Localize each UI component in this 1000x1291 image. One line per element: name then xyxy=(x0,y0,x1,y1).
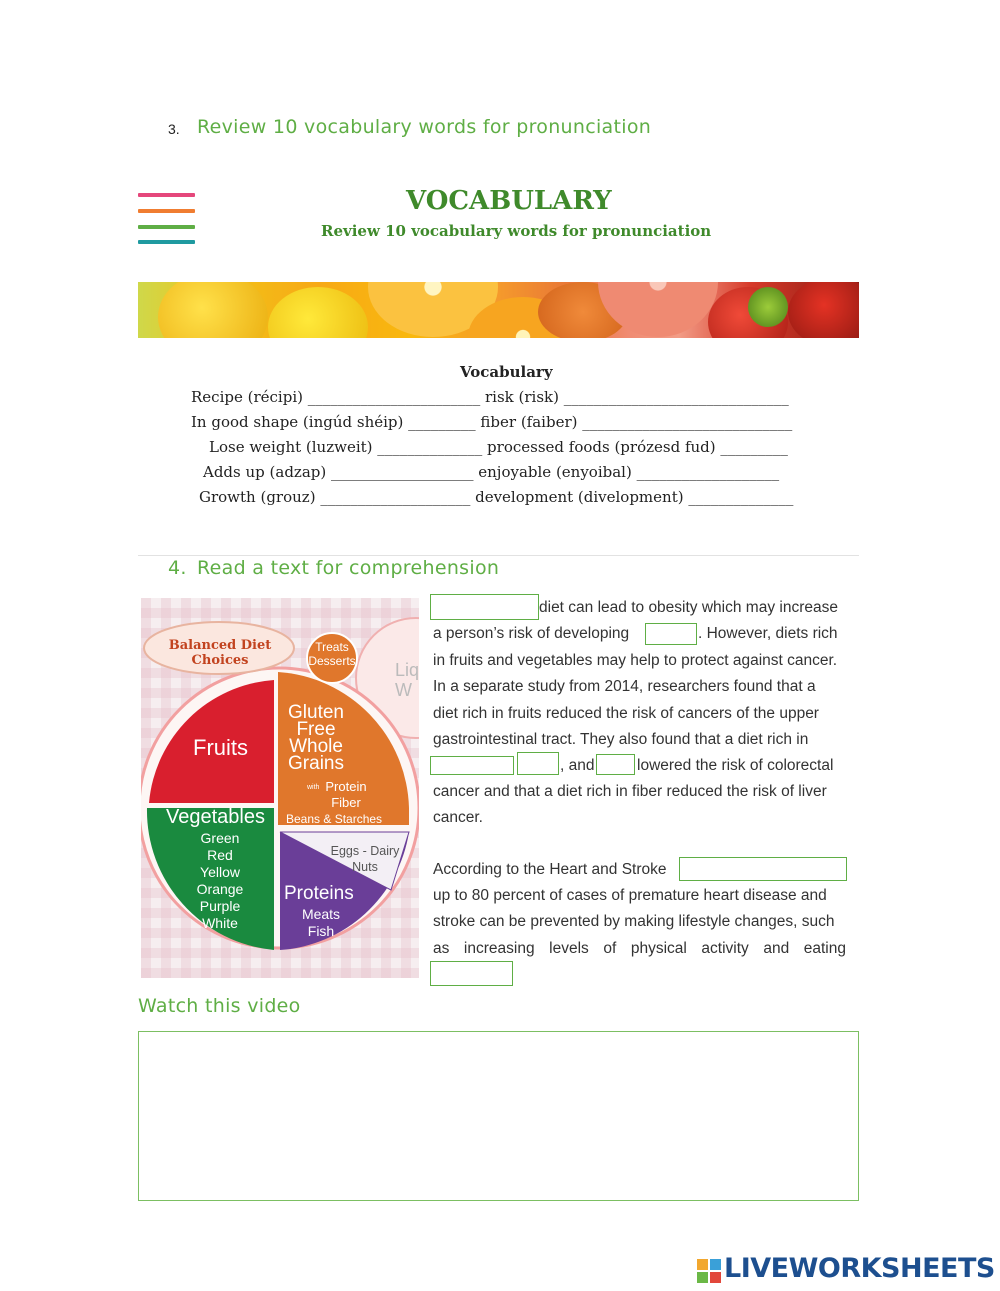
answer-box-4[interactable] xyxy=(517,752,559,775)
answer-box-7[interactable] xyxy=(430,961,513,986)
fruits-label: Fruits xyxy=(193,735,248,760)
text-line: diet can lead to obesity which may increase xyxy=(539,599,838,616)
text-line: lowered the risk of colorectal xyxy=(637,757,834,774)
text-line: In a separate study from 2014, researchers found that a xyxy=(433,678,816,695)
answer-box-1[interactable] xyxy=(430,594,539,620)
text-line: cancer and that a diet rich in fiber reduced the risk of liver xyxy=(433,783,827,800)
text-line: cancer. xyxy=(433,809,483,826)
text-line: , and xyxy=(560,757,595,774)
video-embed[interactable] xyxy=(138,1031,859,1201)
vegetables-label: Vegetables xyxy=(166,806,265,828)
vocabulary-subtitle: Review 10 vocabulary words for pronunciation xyxy=(321,222,712,240)
bar-orange xyxy=(138,209,195,213)
logo-text: LIVEWORKSHEETS xyxy=(724,1253,995,1284)
text-line: diet rich in fruits reduced the risk of cancers of the upper xyxy=(433,705,819,722)
bar-teal xyxy=(138,240,195,244)
bar-green xyxy=(138,225,195,229)
eggs-dairy-label: Eggs - Dairy Nuts xyxy=(330,844,400,874)
balanced-diet-plate-image xyxy=(141,598,419,978)
text-line: . However, diets rich xyxy=(698,625,838,642)
text-line: gastrointestinal tract. They also found that a diet rich in xyxy=(433,731,809,748)
vocabulary-line: Growth (grouz) ____________________ development (divelopment) ______________ xyxy=(199,488,794,506)
grains-footer-label: Beans & Starches xyxy=(286,812,383,826)
text-line: up to 80 percent of cases of premature heart disease and xyxy=(433,887,827,904)
grains-items-label: Protein Fiber xyxy=(325,779,367,810)
section-number: 3. xyxy=(168,121,180,137)
text-line: stroke can be prevented by making lifestyle changes, such xyxy=(433,913,835,930)
grains-with-label: with xyxy=(307,784,320,791)
answer-box-3[interactable] xyxy=(430,756,514,775)
vocabulary-line: In good shape (ingúd shéip) _________ fiber (faiber) ____________________________ xyxy=(191,413,793,431)
proteins-label: Proteins xyxy=(284,883,354,904)
liquids-label: Liq W xyxy=(395,660,419,700)
text-line: a person’s risk of developing xyxy=(433,625,630,642)
section-divider xyxy=(138,555,859,556)
text-line: as increasing levels of physical activity and eating xyxy=(433,940,846,957)
grains-label: Gluten Free Whole Grains xyxy=(288,702,344,774)
vocabulary-title: VOCABULARY xyxy=(406,186,612,216)
video-heading: Watch this video xyxy=(138,995,301,1017)
section-number: 4. xyxy=(168,557,187,579)
proteins-items-label: Meats Fish xyxy=(301,906,341,939)
section-title: Read a text for comprehension xyxy=(197,557,500,579)
fruit-banner-image xyxy=(138,282,859,338)
text-line: in fruits and vegetables may help to protect against cancer. xyxy=(433,652,838,669)
vocabulary-list-heading: Vocabulary xyxy=(460,363,553,381)
answer-box-5[interactable] xyxy=(596,754,635,775)
answer-box-6[interactable] xyxy=(679,857,847,881)
green-stem xyxy=(748,287,788,327)
vocabulary-line: Adds up (adzap) ___________________ enjoyable (enyoibal) ___________________ xyxy=(203,463,780,481)
vocabulary-line: Recipe (récipi) _______________________ risk (risk) ______________________________ xyxy=(191,388,789,406)
treats-label: Treats Desserts xyxy=(308,640,356,668)
yellow-pepper xyxy=(158,282,268,338)
answer-box-2[interactable] xyxy=(645,623,697,645)
bar-pink xyxy=(138,193,195,197)
plate-title: Balanced Diet Choices xyxy=(168,638,272,668)
lemon xyxy=(268,287,368,338)
red-pepper-2 xyxy=(788,282,859,338)
section-title: Review 10 vocabulary words for pronunciation xyxy=(197,116,652,138)
vegetables-items-label: Green Red Yellow Orange Purple White xyxy=(196,830,244,931)
vocabulary-line: Lose weight (luzweit) ______________ processed foods (prózesd fud) _________ xyxy=(209,438,788,456)
logo-icon xyxy=(697,1259,721,1283)
text-line: According to the Heart and Stroke xyxy=(433,861,667,878)
